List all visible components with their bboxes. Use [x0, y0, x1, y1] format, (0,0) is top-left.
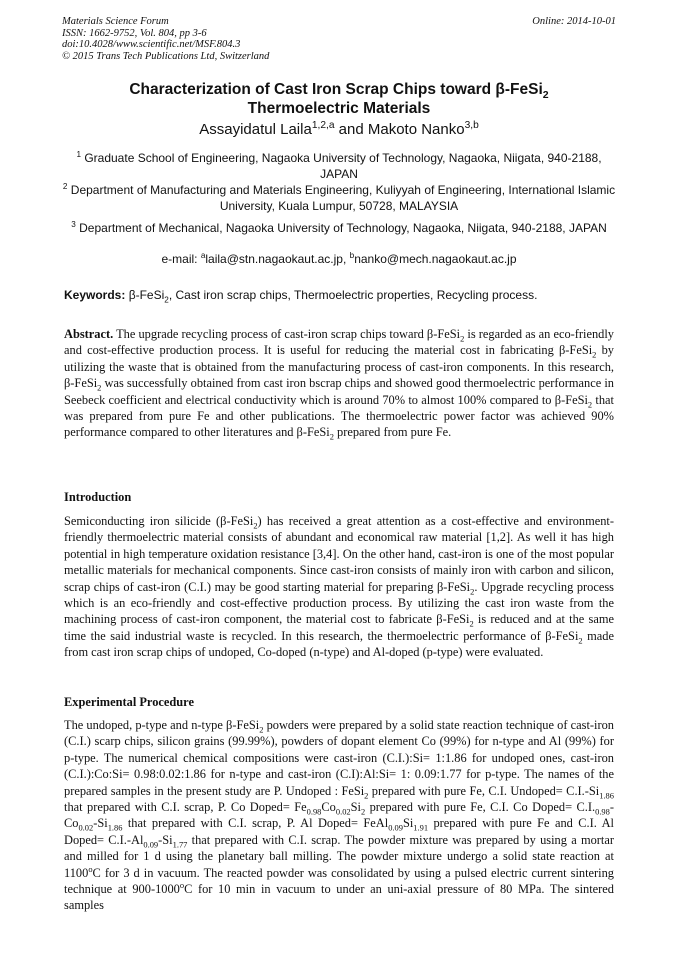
affiliation-3: $^3$ Department of Mechanical, Nagaoka University of Technology, Nagaoka, Niigata, 940-2188, JAPAN — [71, 220, 607, 235]
author-list: Assayidatul Laila$^{1,2,a}$ and Makoto Nanko$^{3,b}$ — [199, 120, 479, 138]
email-line: e-mail: $^a$laila@stn.nagaokaut.ac.jp, $^b$nanko@mech.nagaokaut.ac.jp — [161, 251, 517, 266]
paper-title: Characterization of Cast Iron Scrap Chips toward β-FeSi$_2$ Thermoelectric Materials — [129, 81, 549, 117]
journal-name: Materials Science Forum — [62, 16, 169, 27]
abstract-label: Abstract. — [64, 327, 114, 341]
introduction-heading: Introduction — [64, 490, 132, 504]
affiliation-2: $^2$ Department of Manufacturing and Materials Engineering, Kuliyyah of Engineering, International Islamic University, Kuala Lumpur, 50728, MALAYSIA — [62, 182, 616, 213]
keywords-label: Keywords: — [64, 288, 126, 302]
affiliation-1: $^1$ Graduate School of Engineering, Nagaoka University of Technology, Nagaoka, Niigata, 940-2188, JAPAN — [76, 150, 602, 181]
doi: doi:10.4028/www.scientific.net/MSF.804.3 — [62, 39, 241, 50]
keywords: Keywords: β-FeSi$_2$, Cast iron scrap chips, Thermoelectric properties, Recycling process. — [64, 288, 538, 305]
experimental-heading: Experimental Procedure — [64, 695, 194, 709]
copyright: © 2015 Trans Tech Publications Ltd, Switzerland — [62, 50, 270, 62]
online-date: Online: 2014-10-01 — [532, 16, 616, 27]
abstract: Abstract. The upgrade recycling process of cast-iron scrap chips toward β-FeSi$_2$ is regarded as an eco-friendly and cost-effective production process. It is useful for reducing the material cost in fabricating β-FeSi$_2$ by utilizing the waste that is obtained from the manufacturing process of cast-iron components. In this research, β-FeSi$_2$ was successfully obtained from cast iron bscrap chips and showed good thermoelectric performance in Seebeck coefficient and electrical conductivity which is around 70% to almost 100% compared to β-FeSi$_2$ that was prepared from pure Fe and other publications. The thermoelectric power factor was achieved 90% performance compared to other literatures and β-FeSi$_2$ prepared from pure Fe. — [64, 327, 614, 442]
journal-header — [62, 16, 269, 62]
introduction-body: Semiconducting iron silicide (β-FeSi$_2$) has received a great attention as a cost-effective and environment-friendly thermoelectric material consists of abundant and economical raw material [1,2]. As well it has high potential in high temperature oxidation resistance [3,4]. On the other hand, cast-iron is one of the most popular metallic materials for mechanical components. Since cast-iron consists of mainly iron with carbon and silicon, scrap chips of cast-iron (C.I.) may be good starting material for preparing β-FeSi$_2$. Upgrade recycling process which is an eco-friendly and cost-effective production process. By utilizing the cast iron waste from the machining process of cast-iron component, the material cost to fabricate β-FeSi$_2$ is reduced and at the same time the said industrial waste is recycled. In this research, the thermoelectric performance of β-FeSi$_2$ made from cast iron scrap chips of undoped, Co-doped (n-type) and Al-doped (p-type) were evaluated. — [64, 514, 615, 660]
experimental-body: The undoped, p-type and n-type β-FeSi$_2$ powders were prepared by a solid state reaction technique of cast-iron (C.I.) scarp chips, silicon grains (99.99%), powders of dopant element Co (99%) for n-type and Al (99%) for p-type. The numerical chemical compositions were cast-iron (C.I.):Si= 1:1.86 for undoped ones, cast-iron (C.I.):Co:Si= 0.98:0.02:1.86 for n-type and cast-iron (C.I):Al:Si= 1: 0.09:1.77 for p-type. The names of the prepared samples in the present study are P. Undoped : FeSi$_2$ prepared with pure Fe, C.I. Undoped= $C.I.-Si_{1.86}$ that prepared with C.I. scrap, P. Co Doped= $Fe_{0.98}Co_{0.02}Si_2$ prepared with pure Fe, C.I. Co Doped= $C.I._{0.98}-Co_{0.02}-Si_{1.86}$ that prepared with C.I. scrap, P. Al Doped= $FeAl_{0.09}Si_{1.91}$ prepared with pure Fe and C.I. Al Doped= $C.I.-Al_{0.09}-Si_{1.77}$ that prepared with C.I. scrap. The powder mixture was prepared by using a mortar and milled for 1 d using the planetary ball milling. The powder mixture undergo a solid state reaction at 1100$^o$C for 3 d in vacuum. The reacted powder was consolidated by using a pulsed electric current sintering technique at 900-1000$^o$C for 10 min in vacuum to under an uni-axial pressure of 80 MPa. The sintered samples — [64, 718, 615, 913]
issn: ISSN: 1662-9752, Vol. 804, pp 3-6 — [62, 27, 207, 39]
